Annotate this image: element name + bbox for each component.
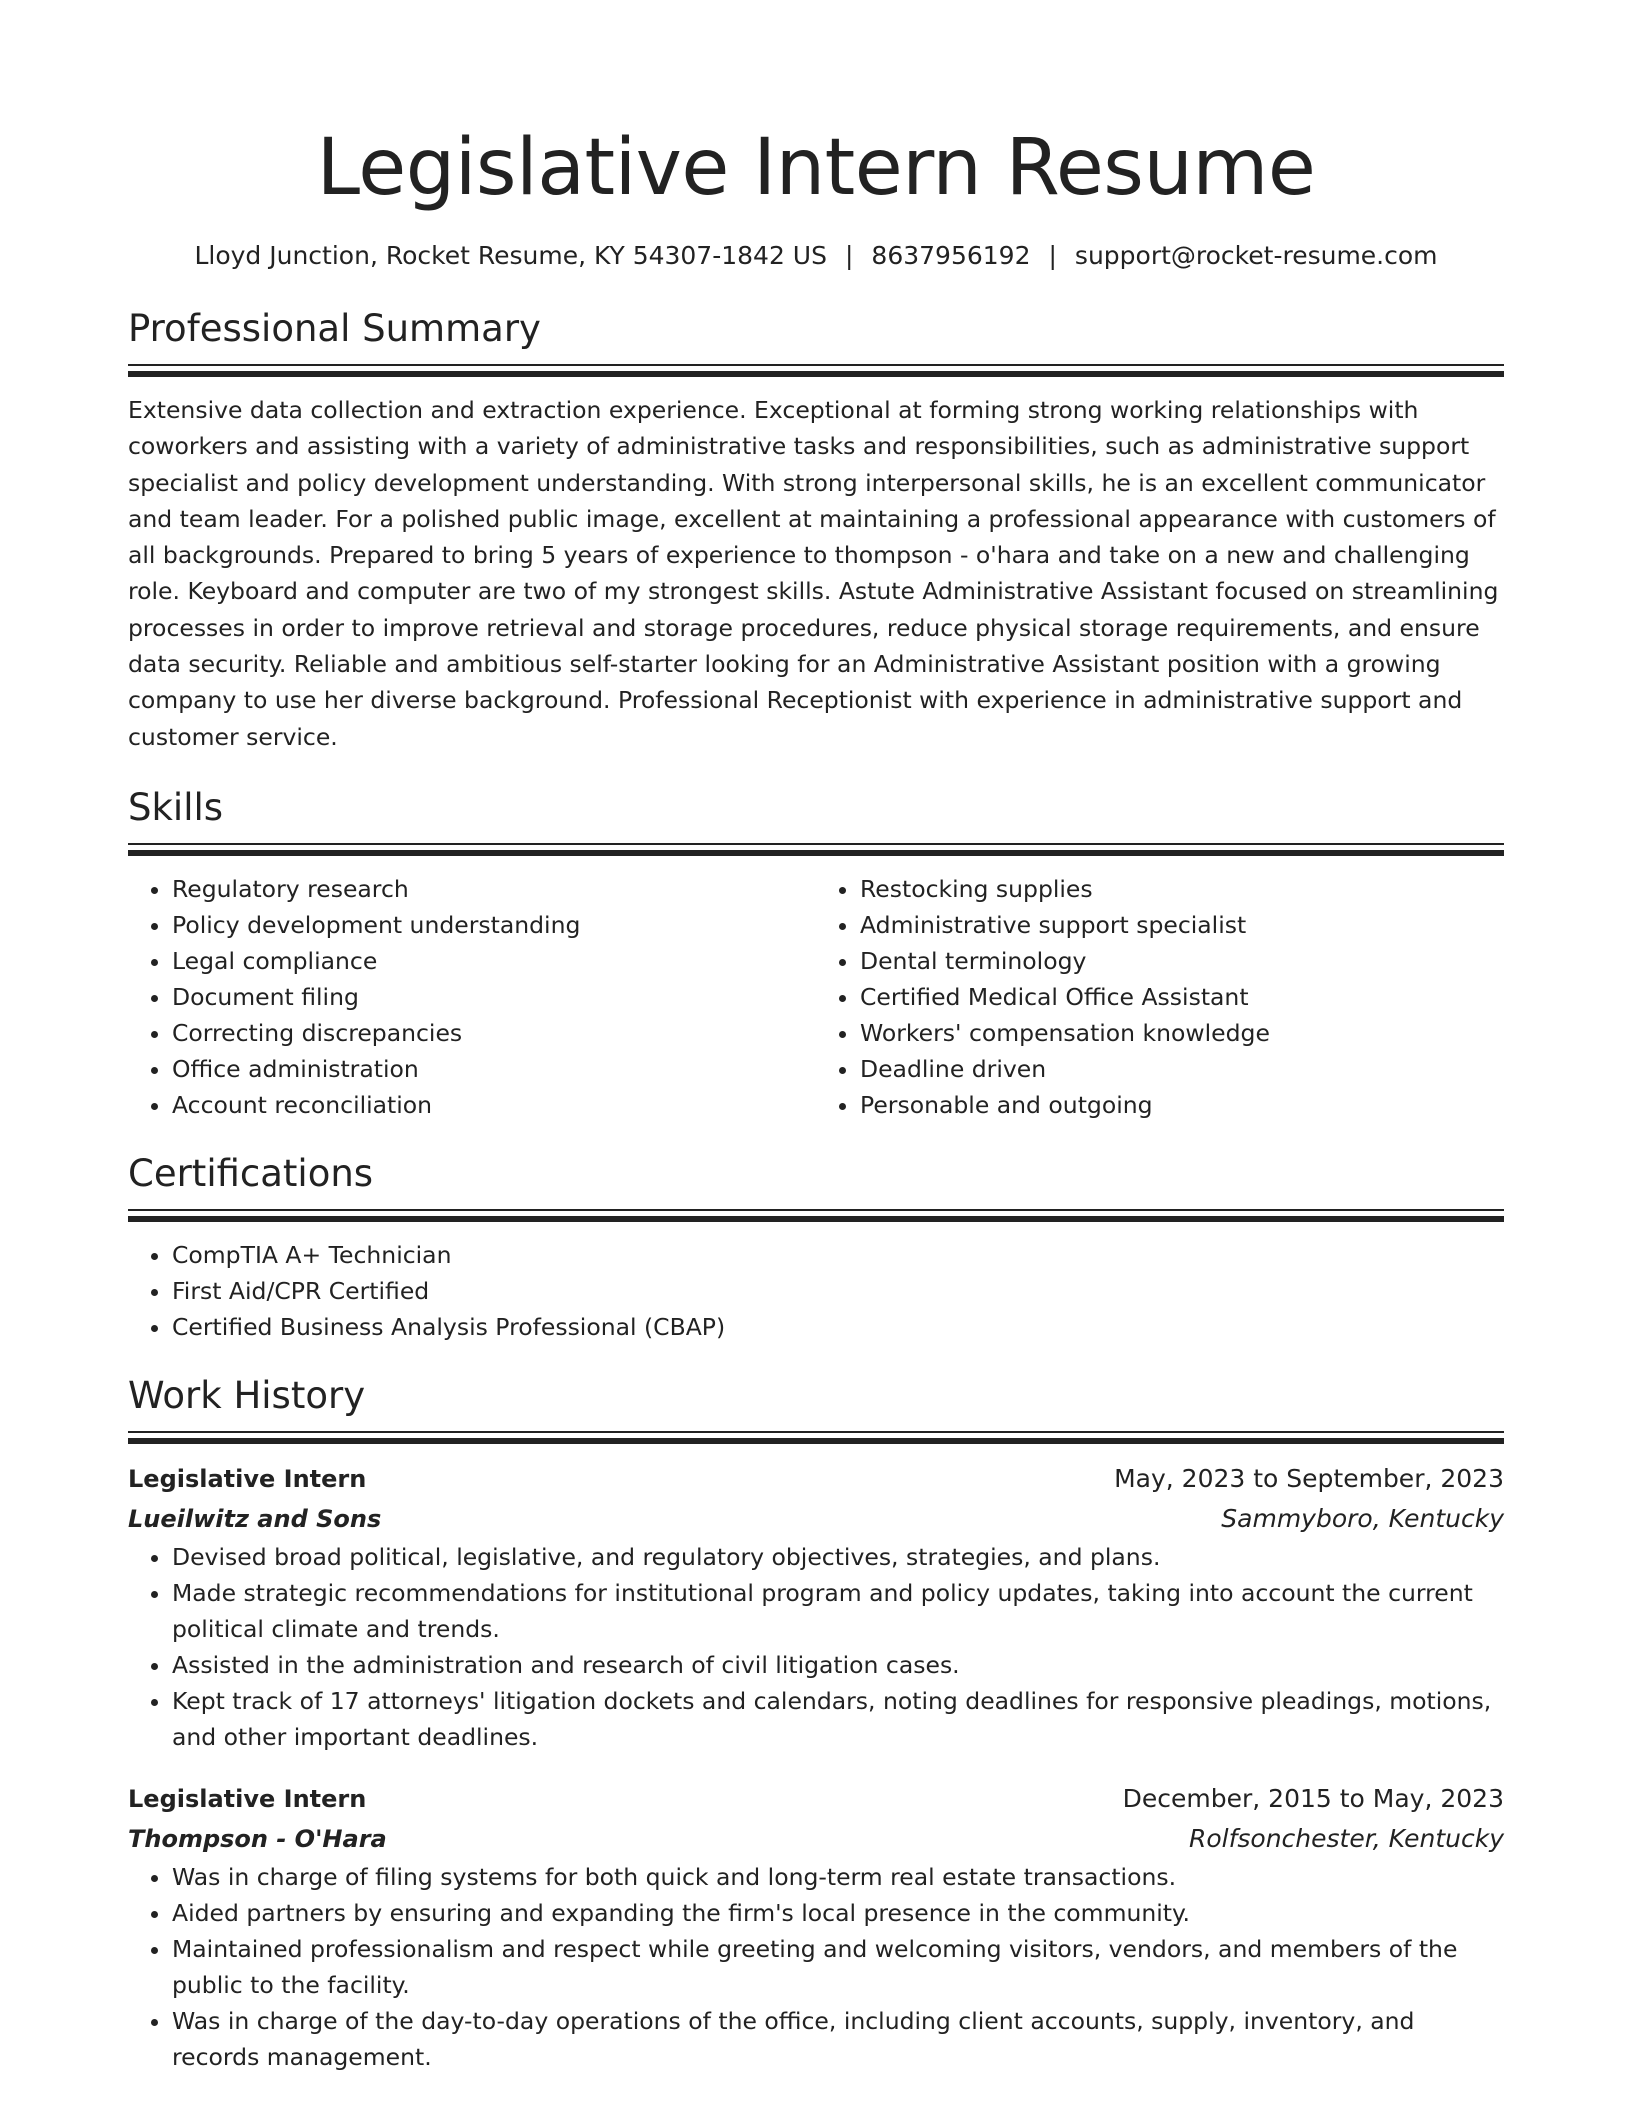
job-duties-list	[128, 1539, 1504, 1755]
skill-item: • Personable and outgoing	[860, 1087, 1504, 1123]
job-duty: • Was in charge of filing systems for both quick and long-term real estate transactions.	[172, 1859, 1504, 1895]
job-duty: • Was in charge of the day-to-day operations of the office, including client accounts, supply, inventory, and records management.	[172, 2003, 1504, 2075]
skills-list	[128, 871, 1504, 1123]
job-duty: • Aided partners by ensuring and expanding the firm's local presence in the community.	[172, 1895, 1504, 1931]
work-history-section	[128, 1371, 1504, 2075]
contact-separator: |	[844, 241, 854, 270]
skill-item: • Administrative support specialist	[860, 907, 1504, 943]
job-dates: December, 2015 to May, 2023	[1122, 1783, 1504, 1813]
work-history-heading: Work History	[128, 1373, 366, 1417]
certification-item: • First Aid/CPR Certified	[172, 1273, 1504, 1309]
skills-section	[128, 783, 1504, 1123]
skill-item: • Account reconciliation	[172, 1087, 816, 1123]
job-duties-list	[128, 1859, 1504, 2075]
summary-text: Extensive data collection and extraction experience. Exceptional at forming strong working relationships with coworkers and assisting with a variety of administrative tasks and responsibilities, such as administrative support specialist and policy development understanding. With strong interpersonal skills, he is an excellent communicator and team leader. For a polished public image, excellent at maintaining a professional appearance with customers of all backgrounds. Prepared to bring 5 years of experience to thompson - o'hara and take on a new and challenging role. Keyboard and computer are two of my strongest skills. Astute Administrative Assistant focused on streamlining processes in order to improve retrieval and storage procedures, reduce physical storage requirements, and ensure data security. Reliable and ambitious self-starter looking for an Administrative Assistant position with a growing company to use her diverse background. Professional Receptionist with experience in administrative support and customer service.	[128, 396, 1499, 751]
contact-phone: 8637956192	[871, 241, 1031, 270]
skill-item: • Dental terminology	[860, 943, 1504, 979]
skills-column-left	[128, 871, 816, 1123]
job-duty: • Devised broad political, legislative, and regulatory objectives, strategies, and plans.	[172, 1539, 1504, 1575]
job-entry	[128, 1779, 1504, 2075]
certification-item: • Certified Business Analysis Professional (CBAP)	[172, 1309, 1504, 1345]
job-location: Sammyboro, Kentucky	[1221, 1503, 1504, 1533]
job-duty: • Made strategic recommendations for institutional program and policy updates, taking into account the current political climate and trends.	[172, 1575, 1504, 1647]
job-duty: • Maintained professionalism and respect while greeting and welcoming visitors, vendors, and members of the public to the facility.	[172, 1931, 1504, 2003]
job-location: Rolfsonchester, Kentucky	[1188, 1823, 1504, 1853]
job-duty: • Kept track of 17 attorneys' litigation dockets and calendars, noting deadlines for responsive pleadings, motions, and other important deadlines.	[172, 1683, 1504, 1755]
section-divider	[128, 1209, 1504, 1223]
contact-separator: |	[1048, 241, 1057, 270]
contact-address: Lloyd Junction, Rocket Resume, KY 54307-1842 US	[194, 241, 827, 270]
resume-page	[128, 0, 1504, 2099]
skill-item: • Policy development understanding	[172, 907, 816, 943]
skill-item: • Restocking supplies	[860, 871, 1504, 907]
skill-item: • Correcting discrepancies	[172, 1015, 816, 1051]
certification-item: • CompTIA A+ Technician	[172, 1237, 1504, 1273]
skill-item: • Legal compliance	[172, 943, 816, 979]
contact-line	[128, 238, 1504, 274]
resume-title: Legislative Intern Resume	[316, 123, 1316, 213]
certifications-heading: Certifications	[128, 1151, 374, 1195]
skill-item: • Deadline driven	[860, 1051, 1504, 1087]
job-duty: • Assisted in the administration and research of civil litigation cases.	[172, 1647, 1504, 1683]
skills-column-right	[816, 871, 1504, 1123]
job-title: Legislative Intern	[128, 1464, 367, 1493]
skill-item: • Certified Medical Office Assistant	[860, 979, 1504, 1015]
job-title: Legislative Intern	[128, 1784, 367, 1813]
job-dates: May, 2023 to September, 2023	[1114, 1463, 1504, 1493]
section-divider	[128, 1431, 1504, 1445]
job-company: Lueilwitz and Sons	[128, 1504, 382, 1533]
job-entry	[128, 1459, 1504, 1755]
certifications-section	[128, 1149, 1504, 1345]
skill-item: • Office administration	[172, 1051, 816, 1087]
summary-section	[128, 304, 1504, 755]
skill-item: • Workers' compensation knowledge	[860, 1015, 1504, 1051]
certifications-list	[128, 1237, 1504, 1345]
skills-heading: Skills	[128, 785, 224, 829]
job-company: Thompson - O'Hara	[128, 1824, 387, 1853]
contact-email: support@rocket-resume.com	[1074, 241, 1438, 270]
section-divider	[128, 843, 1504, 857]
skill-item: • Document filing	[172, 979, 816, 1015]
summary-heading: Professional Summary	[128, 307, 541, 350]
section-divider	[128, 364, 1504, 378]
skill-item: • Regulatory research	[172, 871, 816, 907]
